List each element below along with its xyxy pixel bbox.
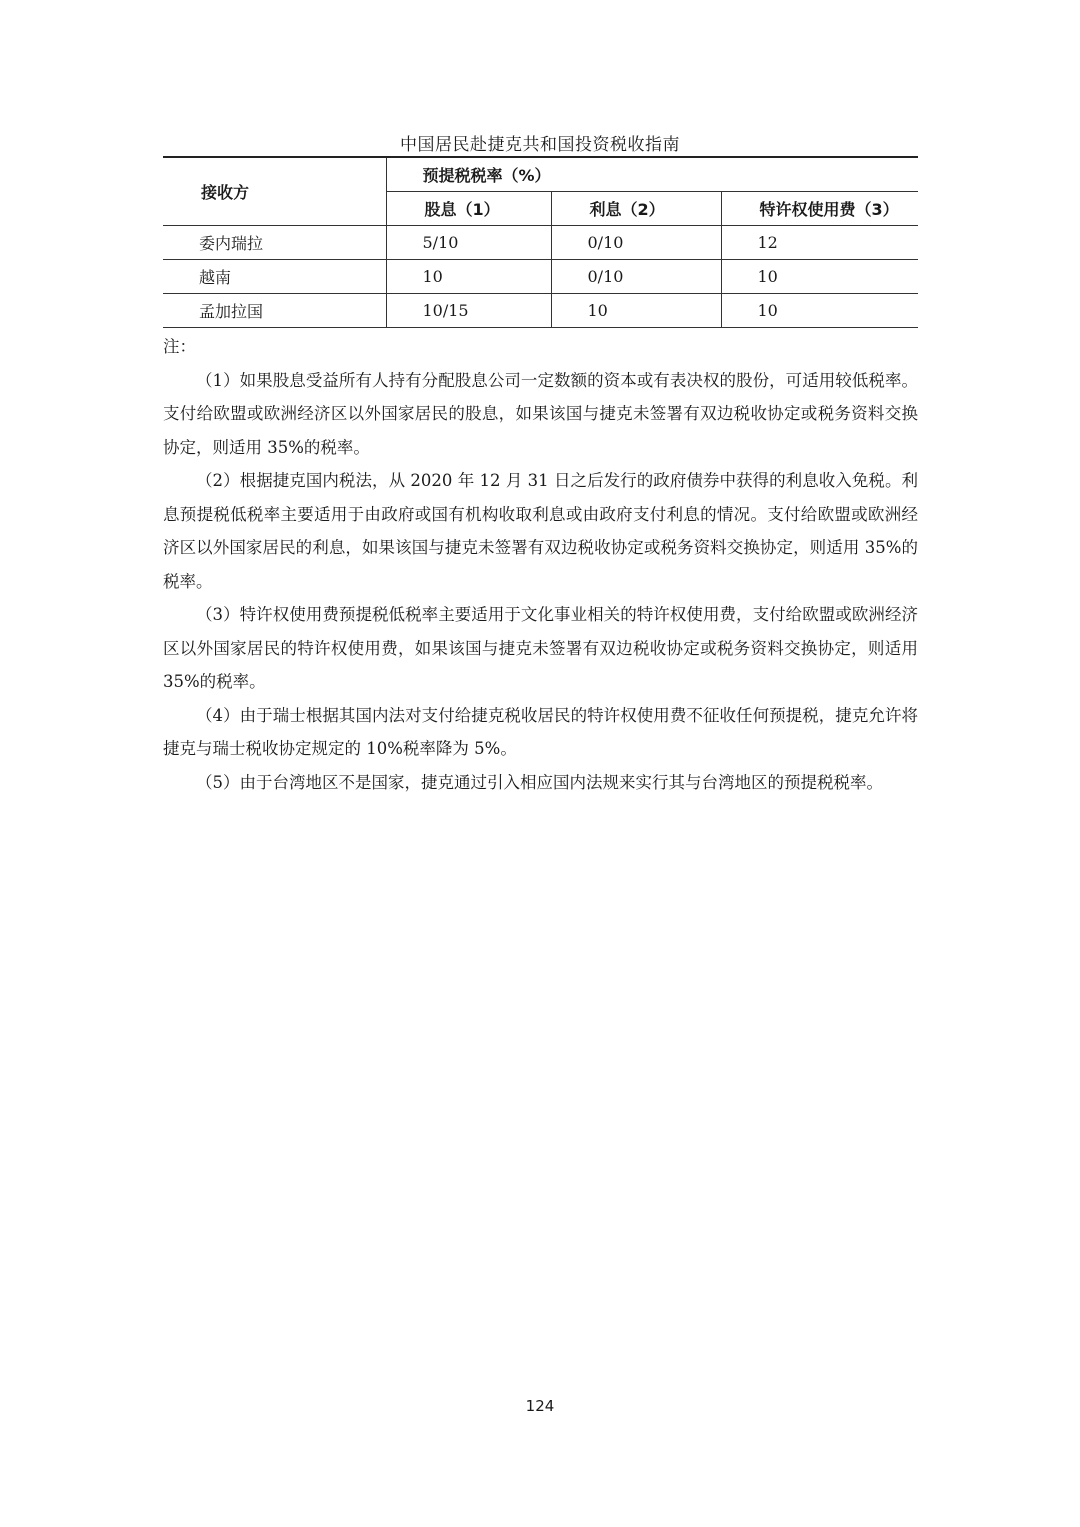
- interest-header: 利息（2）: [551, 192, 721, 226]
- interest-cell: 0/10: [551, 260, 721, 294]
- withholding-tax-table: [163, 156, 918, 328]
- notes-section: [163, 330, 918, 799]
- receiver-cell: 孟加拉国: [163, 294, 386, 328]
- interest-cell: 0/10: [551, 226, 721, 260]
- royalties-cell: 12: [721, 226, 918, 260]
- note-paragraph-4: （4）由于瑞士根据其国内法对支付给捷克税收居民的特许权使用费不征收任何预提税，捷克允许将捷克与瑞士税收协定规定的 10%税率降为 5%。: [163, 705, 918, 758]
- note-paragraph-3: （3）特许权使用费预提税低税率主要适用于文化事业相关的特许权使用费，支付给欧盟或欧洲经济区以外国家居民的特许权使用费，如果该国与捷克未签署有双边税收协定或税务资料交换协定，则适用 35%的税率。: [163, 605, 918, 691]
- royalties-cell: 10: [721, 294, 918, 328]
- note-paragraph-2: （2）根据捷克国内税法，从 2020 年 12 月 31 日之后发行的政府债券中获得的利息收入免税。利息预提税低税率主要适用于由政府或国有机构收取利息或由政府支付利息的情况。支付给欧盟或欧洲经济区以外国家居民的利息，如果该国与捷克未签署有双边税收协定或税务资料交换协定，则适用 35%的税率。: [163, 471, 918, 591]
- dividends-header: 股息（1）: [386, 192, 551, 226]
- page-header-title: 中国居民赴捷克共和国投资税收指南: [400, 135, 680, 155]
- table-row: [163, 294, 918, 328]
- royalties-cell: 10: [721, 260, 918, 294]
- receiver-header: 接收方: [163, 157, 386, 226]
- note-paragraph-1: （1）如果股息受益所有人持有分配股息公司一定数额的资本或有表决权的股份，可适用较低税率。支付给欧盟或欧洲经济区以外国家居民的股息，如果该国与捷克未签署有双边税收协定或税务资料交换协定，则适用 35%的税率。: [163, 370, 918, 457]
- withholding-rate-header: 预提税税率（%）: [386, 157, 918, 192]
- receiver-cell: 越南: [163, 260, 386, 294]
- table-header-row: [163, 157, 918, 192]
- receiver-cell: 委内瑞拉: [163, 226, 386, 260]
- dividends-cell: 10: [386, 260, 551, 294]
- dividends-cell: 10/15: [386, 294, 551, 328]
- royalties-header: 特许权使用费（3）: [721, 192, 918, 226]
- note-paragraph-5: （5）由于台湾地区不是国家，捷克通过引入相应国内法规来实行其与台湾地区的预提税税率。: [196, 772, 883, 792]
- dividends-cell: 5/10: [386, 226, 551, 260]
- table-row: [163, 260, 918, 294]
- interest-cell: 10: [551, 294, 721, 328]
- notes-label: 注：: [163, 337, 196, 356]
- table-row: [163, 226, 918, 260]
- page-number: 124: [525, 1397, 555, 1415]
